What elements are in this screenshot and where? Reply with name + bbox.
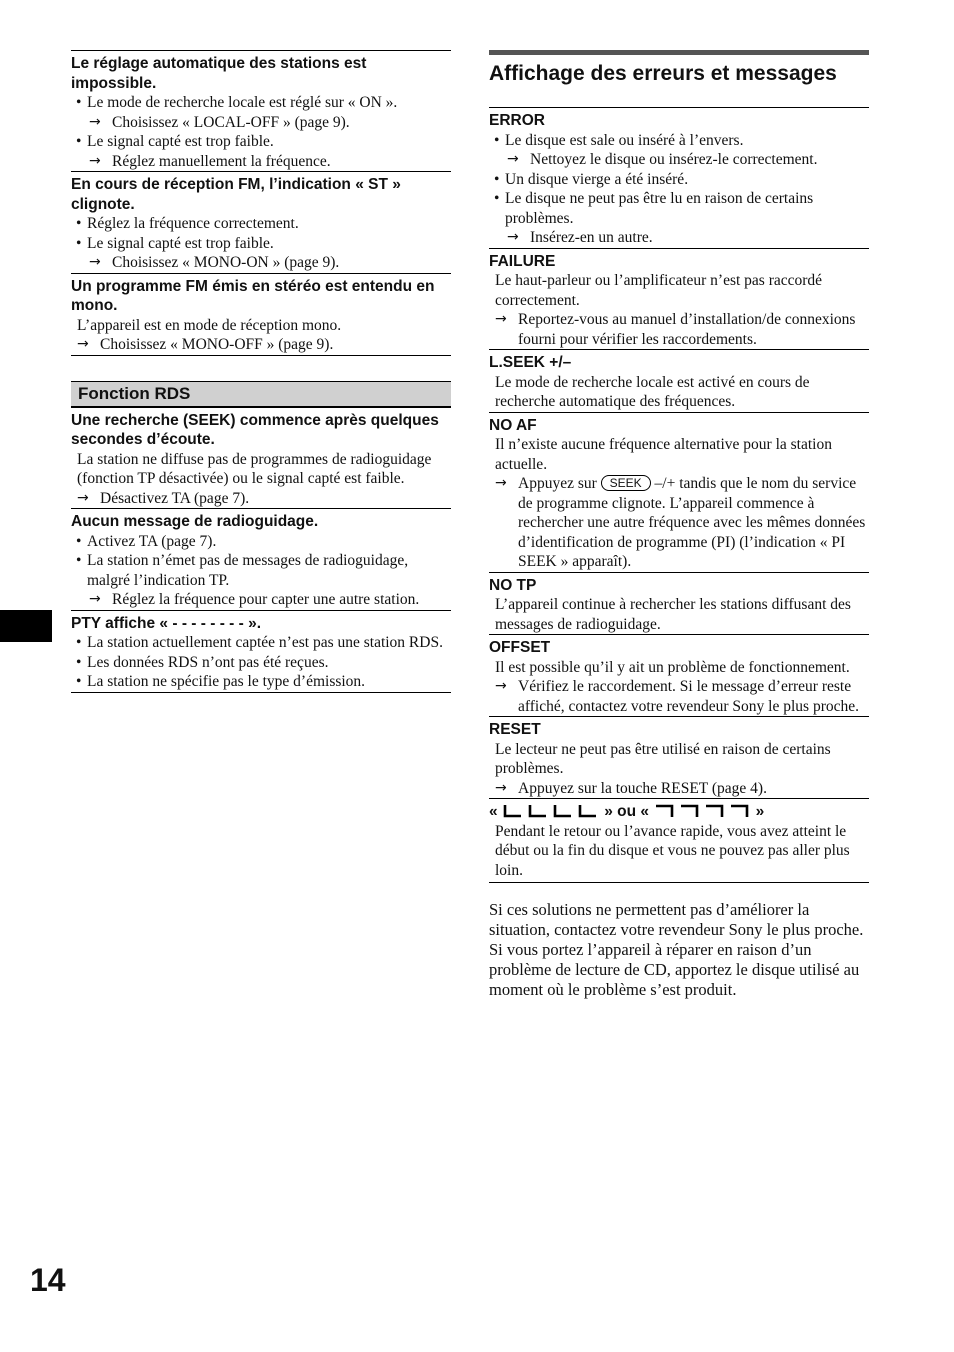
bullet-item: • La station n’émet pas de messages de radioguidage, malgré l’indication TP. bbox=[71, 551, 451, 590]
entry-heading: NO AF bbox=[489, 416, 537, 434]
title-rule bbox=[489, 50, 869, 55]
arrow-text-pre: Appuyez sur bbox=[518, 475, 597, 492]
entry bbox=[71, 273, 451, 356]
entry bbox=[71, 508, 451, 610]
arrow-item: → Nettoyez le disque ou insérez-le correctement. bbox=[489, 150, 869, 170]
right-column bbox=[489, 50, 869, 1000]
entry bbox=[489, 634, 869, 716]
entry-heading: NO TP bbox=[489, 576, 537, 594]
entry-text: La station ne diffuse pas de programmes de radioguidage (fonction TP désactivée) ou le signal capté est faible. bbox=[77, 450, 432, 487]
bullet-item: • Le disque ne peut pas être lu en raison de certains problèmes. bbox=[489, 189, 869, 228]
section-title-rds: Fonction RDS bbox=[71, 381, 451, 407]
seek-button-icon: SEEK bbox=[601, 475, 651, 491]
arrow-item: → Appuyez sur la touche RESET (page 4). bbox=[489, 779, 869, 799]
arrow-item: → Insérez-en un autre. bbox=[489, 228, 869, 248]
arrow-item: → Réglez la fréquence pour capter une autre station. bbox=[71, 590, 451, 610]
entry bbox=[71, 171, 451, 273]
entry-text: Le mode de recherche locale est activé en cours de recherche automatique des fréquences. bbox=[495, 373, 810, 410]
bullet-item: • Les données RDS n’ont pas été reçues. bbox=[71, 653, 451, 673]
segment-top-glyphs-icon bbox=[653, 804, 751, 818]
entry bbox=[489, 572, 869, 635]
bullet-item: • Le disque est sale ou inséré à l’envers. bbox=[489, 131, 869, 151]
arrow-item: → Choisissez « LOCAL-OFF » (page 9). bbox=[71, 113, 451, 133]
entry-heading: PTY affiche « - - - - - - - - ». bbox=[71, 614, 262, 632]
entry-heading: OFFSET bbox=[489, 639, 551, 656]
bullet-item: • La station ne spécifie pas le type d’émission. bbox=[71, 672, 451, 692]
closing-note bbox=[489, 900, 869, 1000]
bullet-item: • Le signal capté est trop faible. bbox=[71, 234, 451, 254]
entry-heading: Un programme FM émis en stéréo est entendu en mono. bbox=[71, 277, 435, 314]
entry-text: Il n’existe aucune fréquence alternative pour la station actuelle. bbox=[495, 436, 832, 473]
entry-arrow-line bbox=[489, 474, 869, 572]
entry-heading: FAILURE bbox=[489, 252, 556, 270]
arrow-item: → Choisissez « MONO-ON » (page 9). bbox=[71, 253, 451, 273]
page-number: 14 bbox=[30, 1262, 66, 1298]
closing-paragraph: Si ces solutions ne permettent pas d’améliorer la situation, contactez votre revendeur Sony le plus proche. bbox=[489, 900, 864, 939]
entry-heading: Une recherche (SEEK) commence après quelques secondes d’écoute. bbox=[71, 411, 439, 448]
entry bbox=[71, 407, 451, 509]
entry-segment-display bbox=[489, 798, 869, 883]
entry bbox=[71, 50, 451, 171]
entry-heading bbox=[489, 801, 869, 822]
entry-text: Il est possible qu’il y ait un problème de fonctionnement. bbox=[495, 658, 850, 676]
error-entries bbox=[489, 107, 869, 412]
rds-entries bbox=[71, 407, 451, 693]
entry-heading: RESET bbox=[489, 721, 541, 738]
entry bbox=[71, 610, 451, 693]
bullet-item: • Réglez la fréquence correctement. bbox=[71, 214, 451, 234]
bullet-item: • La station actuellement captée n’est pas une station RDS. bbox=[71, 633, 451, 653]
entry bbox=[489, 716, 869, 798]
close-quote: » bbox=[755, 803, 765, 820]
entry-text: L’appareil continue à rechercher les stations diffusant des messages de radioguidage. bbox=[495, 596, 851, 633]
section-tab-marker bbox=[0, 610, 52, 642]
entry-text: Le lecteur ne peut pas être utilisé en raison de certains problèmes. bbox=[495, 740, 831, 777]
bullet-item: • Un disque vierge a été inséré. bbox=[489, 170, 869, 190]
entry bbox=[489, 349, 869, 412]
arrow-item: → Choisissez « MONO-OFF » (page 9). bbox=[71, 335, 451, 355]
bullet-item: • Le signal capté est trop faible. bbox=[71, 132, 451, 152]
entry-heading: Aucun message de radioguidage. bbox=[71, 513, 319, 530]
entry-heading: L.SEEK +/– bbox=[489, 354, 572, 371]
entry bbox=[489, 248, 869, 350]
arrow-item: → Désactivez TA (page 7). bbox=[71, 489, 451, 509]
segment-bottom-glyphs-icon bbox=[502, 804, 600, 818]
page-title: Affichage des erreurs et messages bbox=[489, 62, 837, 85]
entry-heading: ERROR bbox=[489, 112, 545, 129]
left-column bbox=[71, 50, 451, 693]
entry-heading: En cours de réception FM, l’indication « ST » clignote. bbox=[71, 176, 401, 213]
entry-no-af bbox=[489, 412, 869, 572]
entry-text: L’appareil est en mode de réception mono. bbox=[77, 316, 342, 334]
entry-text: Le haut-parleur ou l’amplificateur n’est pas raccordé correctement. bbox=[495, 272, 823, 309]
entry-text: Pendant le retour ou l’avance rapide, vous avez atteint le début ou la fin du disque et vous ne pouvez pas aller plus loin. bbox=[495, 822, 850, 879]
bullet-item: • Activez TA (page 7). bbox=[71, 532, 451, 552]
closing-paragraph: Si vous portez l’appareil à réparer en raison d’un problème de lecture de CD, apportez le disque utilisé au moment où le problème s’est produit. bbox=[489, 940, 860, 999]
entry-heading: Le réglage automatique des stations est impossible. bbox=[71, 55, 367, 92]
error-entries-2 bbox=[489, 572, 869, 799]
arrow-item: → Reportez-vous au manuel d’installation/de connexions fourni pour vérifier les raccordements. bbox=[489, 310, 869, 349]
bullet-item: • Le mode de recherche locale est réglé sur « ON ». bbox=[71, 93, 451, 113]
arrow-item: → Réglez manuellement la fréquence. bbox=[71, 152, 451, 172]
tuner-entries bbox=[71, 50, 451, 356]
open-quote: « bbox=[489, 803, 498, 820]
arrow-item: → Vérifiez le raccordement. Si le message d’erreur reste affiché, contactez votre revendeur Sony le plus proche. bbox=[489, 677, 869, 716]
middle-text: » ou « bbox=[604, 803, 650, 820]
arrow-text-post: –/+ tandis que le nom du service de programme clignote. L’appareil commence à rechercher une autre fréquence avec les mêmes données d’identification de programme (PI) (l’indication « PI SEEK » apparaît). bbox=[518, 475, 866, 570]
entry bbox=[489, 107, 869, 248]
